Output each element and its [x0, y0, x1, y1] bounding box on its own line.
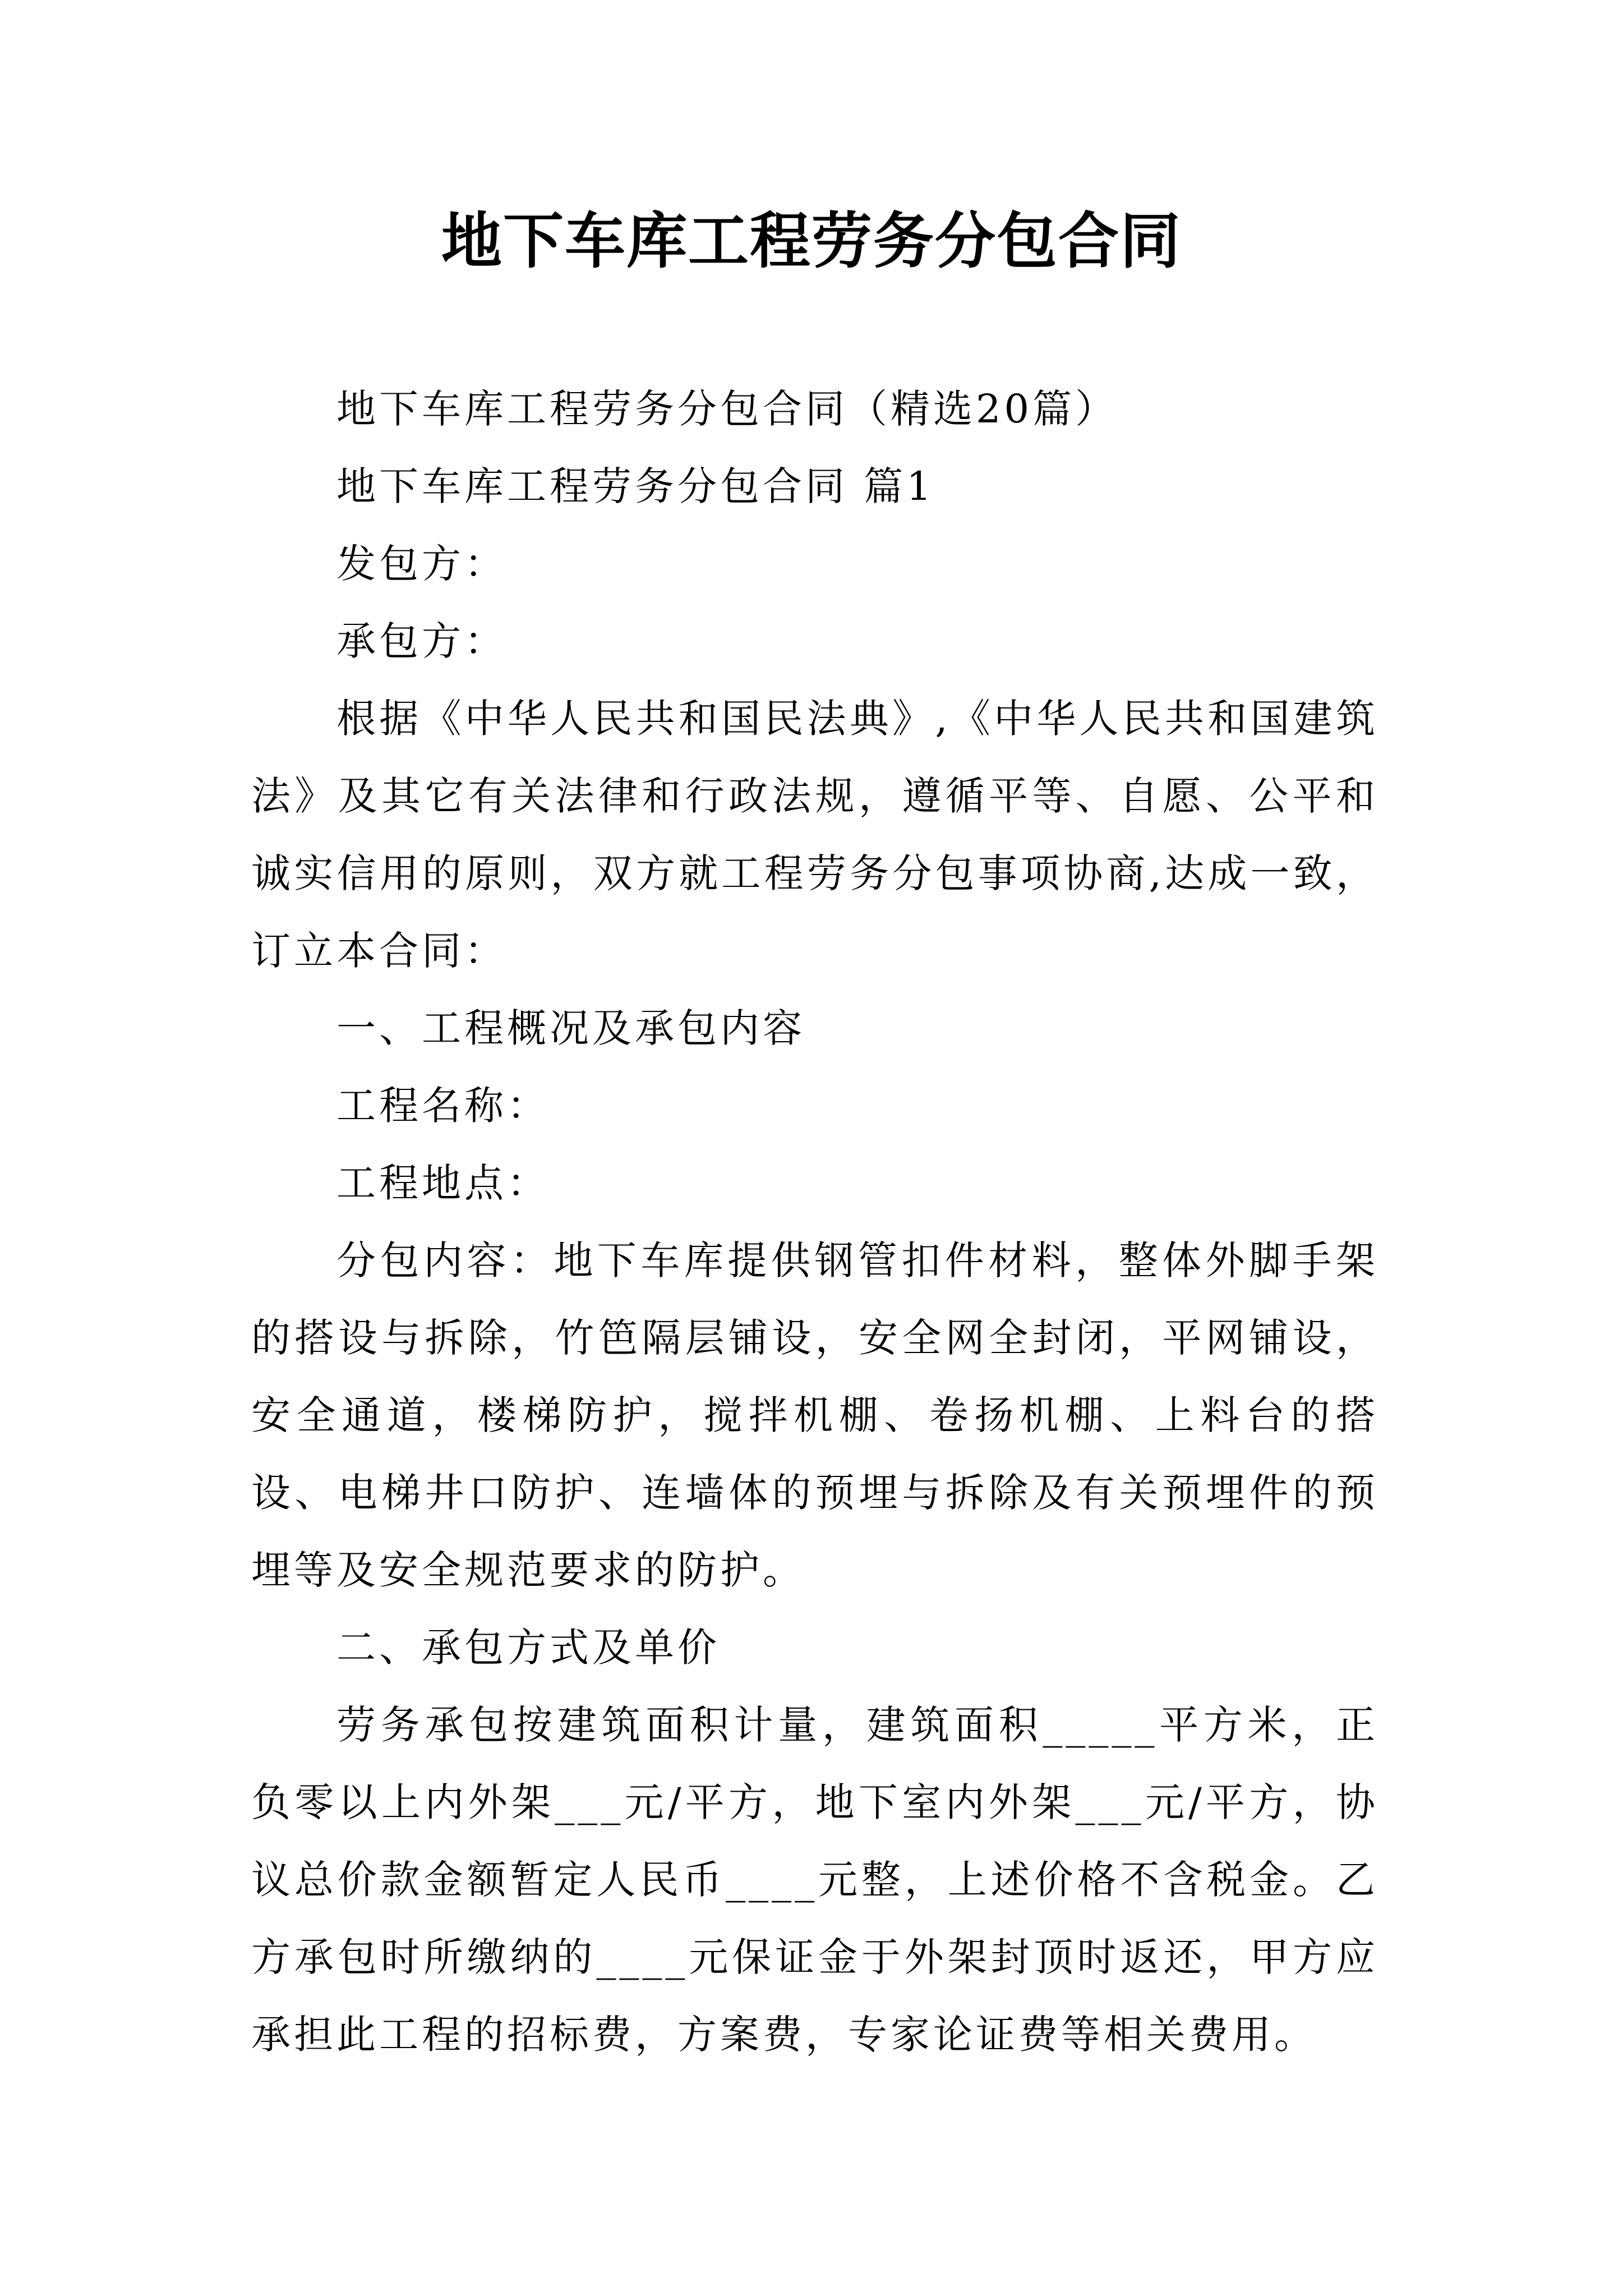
clause-heading-1: 一、工程概况及承包内容 — [336, 1005, 805, 1051]
contractor-line: 承包方： — [336, 618, 507, 664]
clause-heading-2: 二、承包方式及单价 — [336, 1625, 720, 1671]
preamble-paragraph: 根据《中华人民共和国民法典》,《中华人民共和国建筑法》及其它有关法律和行政法规，遵循平等、自愿、公平和诚实信用的原则，双方就工程劳务分包事项协商,达成一致，订立本合同： — [251, 696, 1378, 974]
project-name-line: 工程名称： — [336, 1083, 550, 1129]
subcontract-scope-paragraph: 分包内容：地下车库提供钢管扣件材料，整体外脚手架的搭设与拆除，竹笆隔层铺设，安全网全封闭，平网铺设，安全通道，楼梯防护，搅拌机棚、卷扬机棚、上料台的搭设、电梯井口防护、连墙体的预埋与拆除及有关预埋件的预埋等及安全规范要求的防护。 — [251, 1237, 1378, 1593]
section-heading-part-1: 地下车库工程劳务分包合同 篇1 — [336, 463, 935, 509]
document-title: 地下车库工程劳务分包合同 — [441, 206, 1182, 277]
project-location-line: 工程地点： — [336, 1160, 550, 1206]
subtitle-paragraph: 地下车库工程劳务分包合同（精选20篇） — [336, 386, 1118, 432]
pricing-paragraph: 劳务承包按建筑面积计量，建筑面积_____平方米，正负零以上内外架___元/平方，地下室内外架___元/平方，协议总价款金额暂定人民币____元整，上述价格不含税金。乙方承包时所缴纳的____元保证金于外架封顶时返还，甲方应承担此工程的招标费，方案费，专家论证费等相关费用。 — [251, 1702, 1378, 2058]
employer-line: 发包方： — [336, 541, 507, 587]
document-body — [251, 370, 1378, 2073]
